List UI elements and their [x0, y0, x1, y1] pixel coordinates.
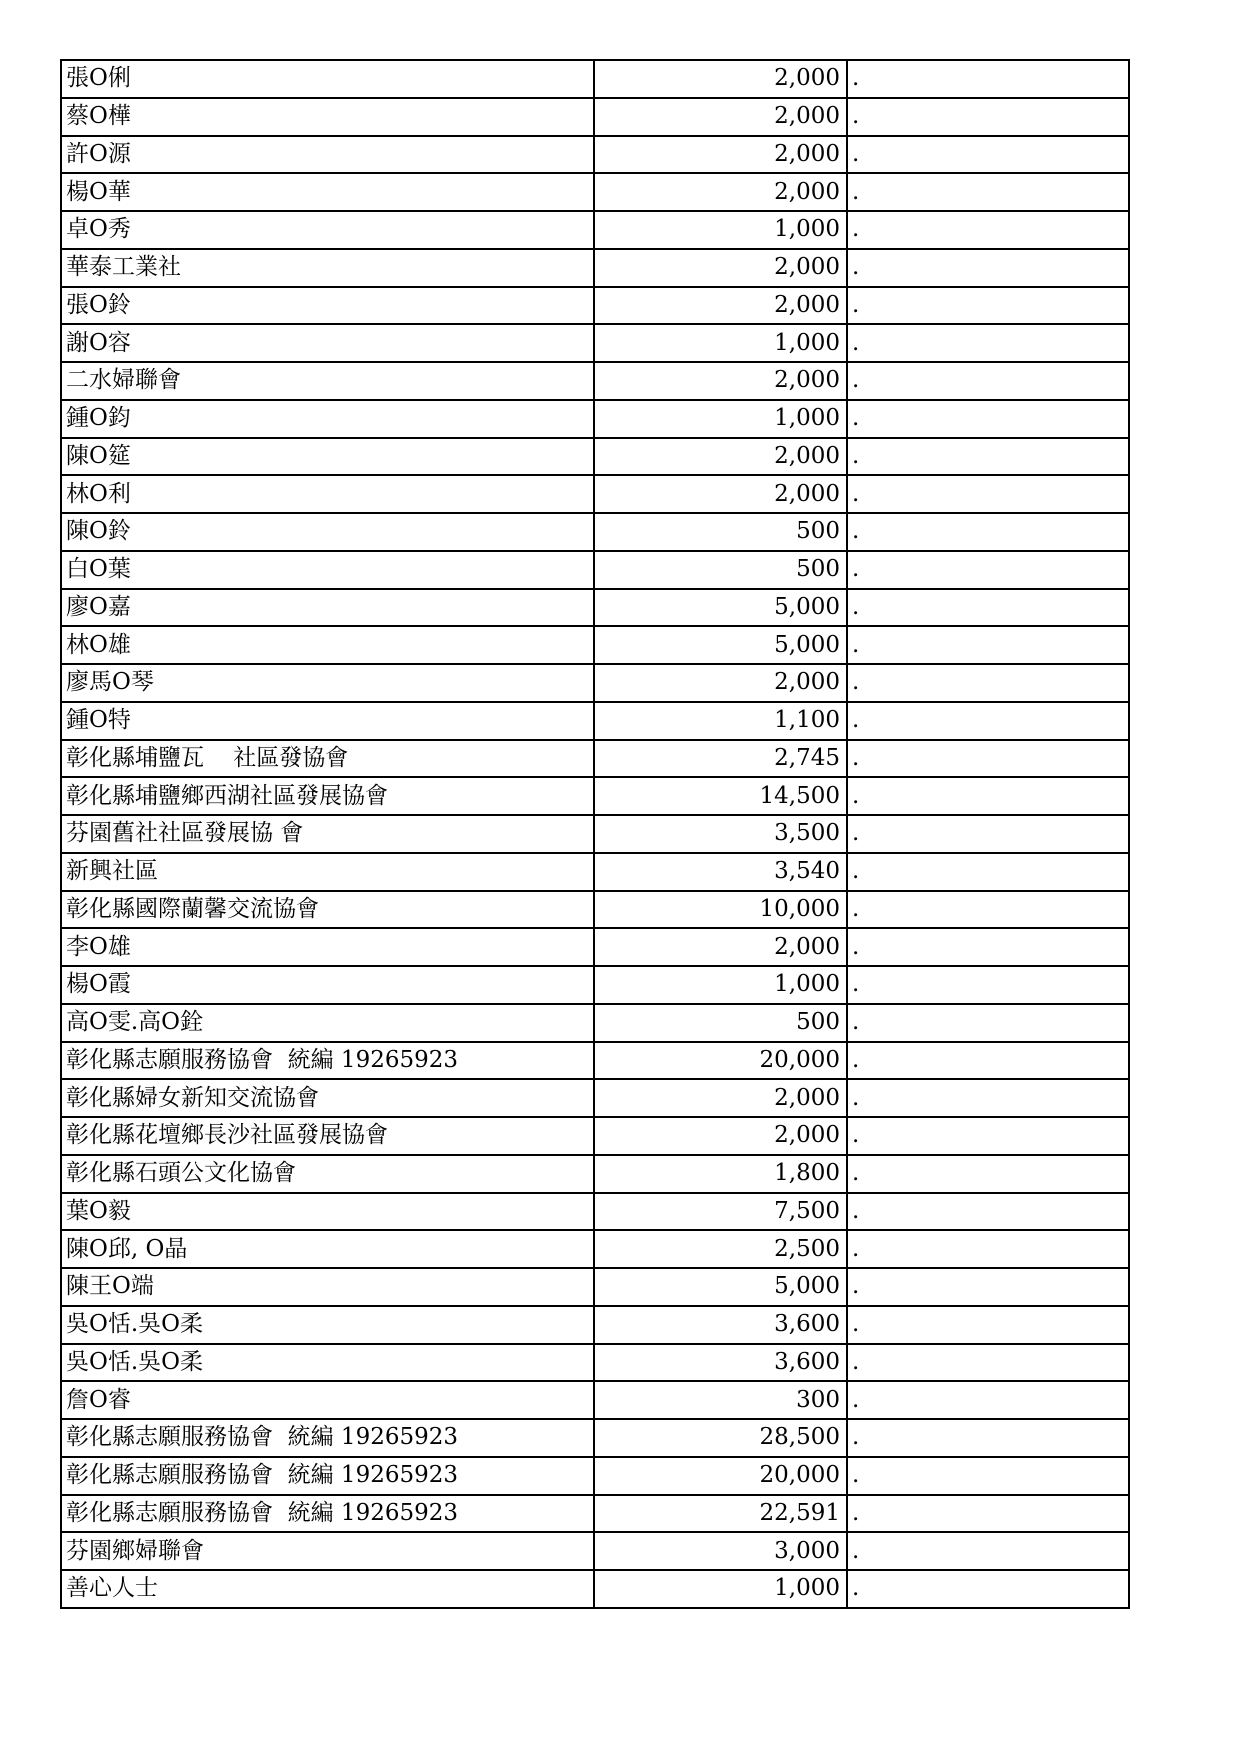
donor-name-cell: 詹O睿: [61, 1381, 594, 1419]
note-cell: .: [847, 60, 1129, 98]
donor-name-cell: 廖O嘉: [61, 589, 594, 627]
table-row: [61, 136, 1129, 174]
table-row: [61, 1419, 1129, 1457]
note-cell: .: [847, 1155, 1129, 1193]
donation-amount-cell: 500: [594, 1004, 847, 1042]
donor-name-cell: 陳O筵: [61, 438, 594, 476]
table-row: [61, 1042, 1129, 1080]
donation-amount-cell: 3,000: [594, 1532, 847, 1570]
donation-amount-cell: 2,000: [594, 173, 847, 211]
table-row: [61, 1079, 1129, 1117]
note-cell: .: [847, 966, 1129, 1004]
donor-name-cell: 卓O秀: [61, 211, 594, 249]
table-row: [61, 211, 1129, 249]
donor-name-cell: 陳O邱, O晶: [61, 1230, 594, 1268]
table-row: [61, 815, 1129, 853]
donation-amount-cell: 1,800: [594, 1155, 847, 1193]
note-cell: .: [847, 438, 1129, 476]
note-cell: .: [847, 98, 1129, 136]
donation-amount-cell: 2,000: [594, 287, 847, 325]
donation-amount-cell: 1,100: [594, 702, 847, 740]
donation-amount-cell: 2,000: [594, 249, 847, 287]
donor-name-cell: 張O俐: [61, 60, 594, 98]
donor-name-cell: 許O源: [61, 136, 594, 174]
donation-amount-cell: 7,500: [594, 1193, 847, 1231]
note-cell: .: [847, 211, 1129, 249]
table-row: [61, 1268, 1129, 1306]
donor-name-cell: 彰化縣志願服務協會 統編 19265923: [61, 1495, 594, 1533]
donation-amount-cell: 28,500: [594, 1419, 847, 1457]
table-row: [61, 777, 1129, 815]
table-row: [61, 1532, 1129, 1570]
donation-amount-cell: 300: [594, 1381, 847, 1419]
table-row: [61, 664, 1129, 702]
note-cell: .: [847, 740, 1129, 778]
donor-name-cell: 彰化縣埔鹽鄉西湖社區發展協會: [61, 777, 594, 815]
donor-name-cell: 新興社區: [61, 853, 594, 891]
note-cell: .: [847, 249, 1129, 287]
note-cell: .: [847, 400, 1129, 438]
donation-amount-cell: 2,000: [594, 60, 847, 98]
note-cell: .: [847, 928, 1129, 966]
donor-name-cell: 謝O容: [61, 324, 594, 362]
table-row: [61, 551, 1129, 589]
donation-amount-cell: 5,000: [594, 626, 847, 664]
table-body: [61, 60, 1129, 1608]
donation-amount-cell: 500: [594, 513, 847, 551]
table-row: [61, 98, 1129, 136]
donor-name-cell: 吳O恬.吳O柔: [61, 1306, 594, 1344]
donation-amount-cell: 5,000: [594, 589, 847, 627]
donation-amount-cell: 2,000: [594, 1079, 847, 1117]
note-cell: .: [847, 362, 1129, 400]
note-cell: .: [847, 891, 1129, 929]
table-row: [61, 60, 1129, 98]
donation-amount-cell: 500: [594, 551, 847, 589]
donor-name-cell: 彰化縣婦女新知交流協會: [61, 1079, 594, 1117]
donation-amount-cell: 2,000: [594, 98, 847, 136]
note-cell: .: [847, 513, 1129, 551]
donor-name-cell: 吳O恬.吳O柔: [61, 1344, 594, 1382]
table-row: [61, 1570, 1129, 1608]
donation-table: [60, 59, 1130, 1609]
table-row: [61, 740, 1129, 778]
note-cell: .: [847, 1042, 1129, 1080]
note-cell: .: [847, 136, 1129, 174]
note-cell: .: [847, 1344, 1129, 1382]
note-cell: .: [847, 815, 1129, 853]
table-row: [61, 475, 1129, 513]
donation-amount-cell: 3,600: [594, 1344, 847, 1382]
table-row: [61, 513, 1129, 551]
table-row: [61, 626, 1129, 664]
donor-name-cell: 彰化縣國際蘭馨交流協會: [61, 891, 594, 929]
donation-amount-cell: 1,000: [594, 1570, 847, 1608]
note-cell: .: [847, 1532, 1129, 1570]
note-cell: .: [847, 1306, 1129, 1344]
table-row: [61, 287, 1129, 325]
table-row: [61, 1306, 1129, 1344]
table-row: [61, 853, 1129, 891]
note-cell: .: [847, 853, 1129, 891]
note-cell: .: [847, 1457, 1129, 1495]
table-row: [61, 928, 1129, 966]
donation-amount-cell: 2,000: [594, 928, 847, 966]
donor-name-cell: 葉O毅: [61, 1193, 594, 1231]
table-row: [61, 1344, 1129, 1382]
note-cell: .: [847, 1079, 1129, 1117]
table-row: [61, 1193, 1129, 1231]
donor-name-cell: 芬園舊社社區發展協 會: [61, 815, 594, 853]
donor-name-cell: 彰化縣花壇鄉長沙社區發展協會: [61, 1117, 594, 1155]
note-cell: .: [847, 589, 1129, 627]
donation-amount-cell: 1,000: [594, 400, 847, 438]
note-cell: .: [847, 664, 1129, 702]
donor-name-cell: 彰化縣志願服務協會 統編 19265923: [61, 1457, 594, 1495]
note-cell: .: [847, 173, 1129, 211]
table-row: [61, 1004, 1129, 1042]
note-cell: .: [847, 551, 1129, 589]
table-row: [61, 400, 1129, 438]
note-cell: .: [847, 1117, 1129, 1155]
note-cell: .: [847, 287, 1129, 325]
donor-name-cell: 善心人士: [61, 1570, 594, 1608]
donor-name-cell: 楊O霞: [61, 966, 594, 1004]
donor-name-cell: 陳O鈴: [61, 513, 594, 551]
donation-amount-cell: 22,591: [594, 1495, 847, 1533]
donor-name-cell: 陳王O端: [61, 1268, 594, 1306]
note-cell: .: [847, 626, 1129, 664]
donor-name-cell: 二水婦聯會: [61, 362, 594, 400]
table-row: [61, 1495, 1129, 1533]
note-cell: .: [847, 1004, 1129, 1042]
donor-name-cell: 彰化縣埔鹽瓦 社區發協會: [61, 740, 594, 778]
donor-name-cell: 芬園鄉婦聯會: [61, 1532, 594, 1570]
donation-amount-cell: 10,000: [594, 891, 847, 929]
table-row: [61, 589, 1129, 627]
note-cell: .: [847, 777, 1129, 815]
donation-amount-cell: 20,000: [594, 1457, 847, 1495]
donation-amount-cell: 2,000: [594, 664, 847, 702]
donation-amount-cell: 2,000: [594, 1117, 847, 1155]
note-cell: .: [847, 1268, 1129, 1306]
table-row: [61, 324, 1129, 362]
note-cell: .: [847, 1495, 1129, 1533]
table-row: [61, 891, 1129, 929]
donation-amount-cell: 20,000: [594, 1042, 847, 1080]
table-row: [61, 702, 1129, 740]
donation-amount-cell: 2,000: [594, 362, 847, 400]
donor-name-cell: 彰化縣志願服務協會 統編 19265923: [61, 1042, 594, 1080]
donation-amount-cell: 1,000: [594, 324, 847, 362]
donation-amount-cell: 3,540: [594, 853, 847, 891]
table-row: [61, 1381, 1129, 1419]
table-row: [61, 966, 1129, 1004]
donor-name-cell: 李O雄: [61, 928, 594, 966]
donor-name-cell: 張O鈴: [61, 287, 594, 325]
donor-name-cell: 楊O華: [61, 173, 594, 211]
table-row: [61, 1457, 1129, 1495]
donor-name-cell: 蔡O樺: [61, 98, 594, 136]
note-cell: .: [847, 1570, 1129, 1608]
table-row: [61, 173, 1129, 211]
note-cell: .: [847, 702, 1129, 740]
table-row: [61, 1230, 1129, 1268]
donor-name-cell: 林O雄: [61, 626, 594, 664]
table-row: [61, 438, 1129, 476]
note-cell: .: [847, 1230, 1129, 1268]
donor-name-cell: 白O葉: [61, 551, 594, 589]
donation-amount-cell: 1,000: [594, 966, 847, 1004]
donor-name-cell: 林O利: [61, 475, 594, 513]
note-cell: .: [847, 324, 1129, 362]
donor-name-cell: 高O雯.高O銓: [61, 1004, 594, 1042]
table-row: [61, 362, 1129, 400]
donation-amount-cell: 2,000: [594, 136, 847, 174]
donation-amount-cell: 5,000: [594, 1268, 847, 1306]
note-cell: .: [847, 1419, 1129, 1457]
donation-amount-cell: 2,745: [594, 740, 847, 778]
table-row: [61, 1155, 1129, 1193]
donor-name-cell: 廖馬O琴: [61, 664, 594, 702]
table-row: [61, 1117, 1129, 1155]
note-cell: .: [847, 1381, 1129, 1419]
donation-amount-cell: 14,500: [594, 777, 847, 815]
donation-amount-cell: 2,000: [594, 438, 847, 476]
donor-name-cell: 華泰工業社: [61, 249, 594, 287]
note-cell: .: [847, 1193, 1129, 1231]
donation-amount-cell: 2,500: [594, 1230, 847, 1268]
donor-name-cell: 彰化縣志願服務協會 統編 19265923: [61, 1419, 594, 1457]
donation-amount-cell: 3,500: [594, 815, 847, 853]
table-row: [61, 249, 1129, 287]
donation-amount-cell: 2,000: [594, 475, 847, 513]
donor-name-cell: 彰化縣石頭公文化協會: [61, 1155, 594, 1193]
donor-name-cell: 鍾O鈞: [61, 400, 594, 438]
donation-amount-cell: 3,600: [594, 1306, 847, 1344]
donor-name-cell: 鍾O特: [61, 702, 594, 740]
note-cell: .: [847, 475, 1129, 513]
donation-amount-cell: 1,000: [594, 211, 847, 249]
